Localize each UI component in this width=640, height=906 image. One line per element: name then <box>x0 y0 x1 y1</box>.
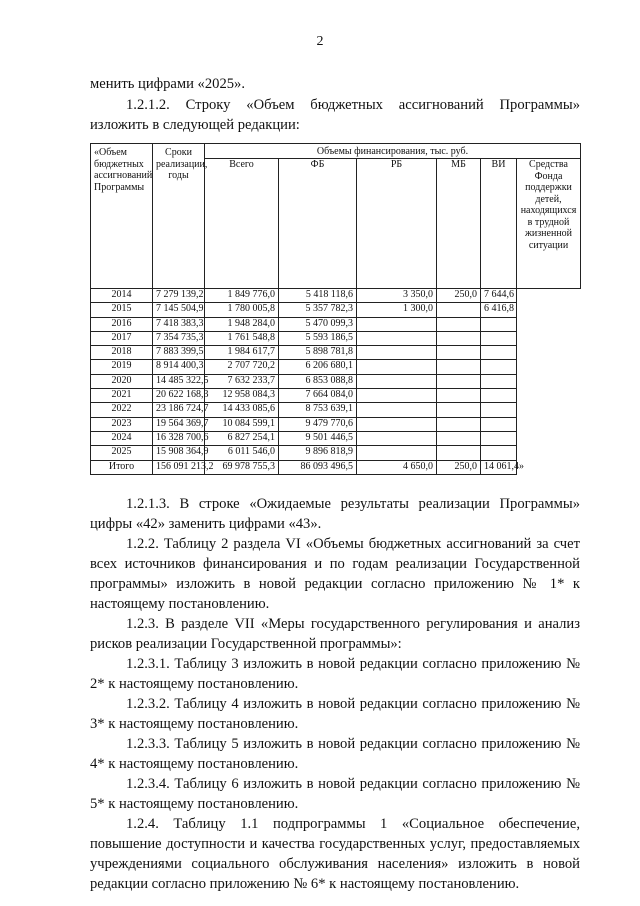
table-row <box>91 346 581 360</box>
cell-mb <box>357 417 437 431</box>
cell-fb: 10 084 599,1 <box>205 417 279 431</box>
cell-vi <box>437 389 481 403</box>
cell-year: 2022 <box>91 403 153 417</box>
cell-vi <box>437 346 481 360</box>
cell-fund: 14 061,4» <box>481 460 517 474</box>
table-row <box>91 431 581 445</box>
cell-rb: 9 896 818,9 <box>279 446 357 460</box>
table-row <box>91 374 581 388</box>
cell-year: 2024 <box>91 431 153 445</box>
cell-year: Итого <box>91 460 153 474</box>
cell-year: 2020 <box>91 374 153 388</box>
cell-total: 15 908 364,9 <box>153 446 205 460</box>
cell-fb: 1 849 776,0 <box>205 289 279 303</box>
paragraph-2: 1.2.2. Таблицу 2 раздела VI «Объемы бюджетных ассигнований за счет всех источников финансирования и по годам реализации Государственной программы» изложить в новой редакции согласно приложению № 1* к настоящему постановлению. <box>90 536 580 612</box>
cell-year: 2025 <box>91 446 153 460</box>
table-header-budget-label: «Объем бюджетных ассигнований Программы <box>91 144 153 289</box>
cell-mb: 3 350,0 <box>357 289 437 303</box>
cell-fund: 7 644,6 <box>481 289 517 303</box>
cell-fund <box>481 317 517 331</box>
cell-rb: 5 593 186,5 <box>279 331 357 345</box>
cell-mb <box>357 431 437 445</box>
cell-vi <box>437 431 481 445</box>
table-row <box>91 289 581 303</box>
cell-fund <box>481 346 517 360</box>
cell-year: 2018 <box>91 346 153 360</box>
cell-total: 16 328 700,6 <box>153 431 205 445</box>
cell-year: 2021 <box>91 389 153 403</box>
paragraph-4: 1.2.3.1. Таблицу 3 изложить в новой редакции согласно приложению № 2* к настоящему постановлению. <box>90 656 580 692</box>
cell-fb: 1 761 548,8 <box>205 331 279 345</box>
cell-mb: 4 650,0 <box>357 460 437 474</box>
cell-total: 23 186 724,7 <box>153 403 205 417</box>
cell-fb: 7 632 233,7 <box>205 374 279 388</box>
cell-rb: 6 206 680,1 <box>279 360 357 374</box>
cell-mb <box>357 360 437 374</box>
table-row <box>91 360 581 374</box>
cell-fb: 6 011 546,0 <box>205 446 279 460</box>
col-header-vi: ВИ <box>481 159 517 289</box>
cell-mb <box>357 346 437 360</box>
cell-fund: 6 416,8 <box>481 303 517 317</box>
cell-year: 2023 <box>91 417 153 431</box>
col-header-total: Всего <box>205 159 279 289</box>
cell-mb <box>357 389 437 403</box>
cell-total: 7 354 735,3 <box>153 331 205 345</box>
cell-fb: 1 780 005,8 <box>205 303 279 317</box>
cell-total: 7 883 399,5 <box>153 346 205 360</box>
cell-total: 7 279 139,2 <box>153 289 205 303</box>
cell-year: 2014 <box>91 289 153 303</box>
cell-fund <box>481 389 517 403</box>
cell-total: 7 418 383,3 <box>153 317 205 331</box>
cell-mb: 1 300,0 <box>357 303 437 317</box>
cell-fb: 69 978 755,3 <box>205 460 279 474</box>
table-row <box>91 417 581 431</box>
cell-mb <box>357 374 437 388</box>
cell-total: 14 485 322,5 <box>153 374 205 388</box>
cell-total: 20 622 168,3 <box>153 389 205 403</box>
cell-vi <box>437 317 481 331</box>
table-total-row <box>91 460 581 474</box>
table-row <box>91 303 581 317</box>
cell-vi <box>437 403 481 417</box>
cell-fund <box>481 431 517 445</box>
cell-rb: 5 357 782,3 <box>279 303 357 317</box>
page-number: 2 <box>316 34 324 49</box>
cell-year: 2017 <box>91 331 153 345</box>
cell-rb: 9 479 770,6 <box>279 417 357 431</box>
funding-table <box>90 143 581 475</box>
cell-vi: 250,0 <box>437 289 481 303</box>
cell-total: 7 145 504,9 <box>153 303 205 317</box>
cell-vi <box>437 360 481 374</box>
cell-fund <box>481 417 517 431</box>
table-row <box>91 317 581 331</box>
cell-mb <box>357 403 437 417</box>
col-header-mb: МБ <box>437 159 481 289</box>
cell-mb <box>357 446 437 460</box>
cell-vi <box>437 417 481 431</box>
cell-rb: 5 470 099,3 <box>279 317 357 331</box>
intro-paragraph: 1.2.1.2. Строку «Объем бюджетных ассигнований Программы» изложить в следующей редакции: <box>90 97 580 133</box>
top-line: менить цифрами «2025». <box>90 76 245 92</box>
cell-fund <box>481 360 517 374</box>
cell-rb: 5 418 118,6 <box>279 289 357 303</box>
cell-fb: 14 433 085,6 <box>205 403 279 417</box>
cell-rb: 8 753 639,1 <box>279 403 357 417</box>
cell-rb: 5 898 781,8 <box>279 346 357 360</box>
cell-year: 2016 <box>91 317 153 331</box>
cell-rb: 86 093 496,5 <box>279 460 357 474</box>
table-row <box>91 389 581 403</box>
cell-rb: 6 853 088,8 <box>279 374 357 388</box>
cell-vi <box>437 331 481 345</box>
cell-vi <box>437 374 481 388</box>
cell-fund <box>481 403 517 417</box>
cell-fb: 12 958 084,3 <box>205 389 279 403</box>
col-header-fb: ФБ <box>279 159 357 289</box>
cell-vi: 250,0 <box>437 460 481 474</box>
table-row <box>91 403 581 417</box>
table-row <box>91 446 581 460</box>
cell-vi <box>437 446 481 460</box>
paragraph-6: 1.2.3.3. Таблицу 5 изложить в новой редакции согласно приложению № 4* к настоящему постановлению. <box>90 736 580 772</box>
paragraph-3: 1.2.3. В разделе VII «Меры государственного регулирования и анализ рисков реализации Государственной программы»: <box>90 616 580 652</box>
cell-total: 156 091 213,2 <box>153 460 205 474</box>
cell-year: 2019 <box>91 360 153 374</box>
paragraph-5: 1.2.3.2. Таблицу 4 изложить в новой редакции согласно приложению № 3* к настоящему постановлению. <box>90 696 580 732</box>
cell-fund <box>481 331 517 345</box>
cell-fb: 1 984 617,7 <box>205 346 279 360</box>
paragraph-7: 1.2.3.4. Таблицу 6 изложить в новой редакции согласно приложению № 5* к настоящему постановлению. <box>90 776 580 812</box>
cell-mb <box>357 317 437 331</box>
table-header-period: Сроки реализации, годы <box>153 144 205 289</box>
cell-rb: 9 501 446,5 <box>279 431 357 445</box>
table-header-volumes: Объемы финансирования, тыс. руб. <box>205 144 581 159</box>
col-header-rb: РБ <box>357 159 437 289</box>
cell-fb: 6 827 254,1 <box>205 431 279 445</box>
paragraph-8: 1.2.4. Таблицу 1.1 подпрограммы 1 «Социальное обеспечение, повышение доступности и качества государственных услуг, предоставляемых учреждениями социального обслуживания населения» изложить в новой редакции согласно приложению № 6* к настоящему постановлению. <box>90 816 580 892</box>
cell-mb <box>357 331 437 345</box>
cell-fund <box>481 446 517 460</box>
cell-year: 2015 <box>91 303 153 317</box>
cell-vi <box>437 303 481 317</box>
paragraph-1: 1.2.1.3. В строке «Ожидаемые результаты реализации Программы» цифры «42» заменить цифрами «43». <box>90 496 580 532</box>
cell-fb: 2 707 720,2 <box>205 360 279 374</box>
col-header-fund: Средства Фонда поддержки детей, находящихся в трудной жизненной ситуации <box>517 159 581 289</box>
table-row <box>91 331 581 345</box>
cell-fb: 1 948 284,0 <box>205 317 279 331</box>
cell-total: 19 564 369,7 <box>153 417 205 431</box>
cell-fund <box>481 374 517 388</box>
cell-total: 8 914 400,3 <box>153 360 205 374</box>
cell-rb: 7 664 084,0 <box>279 389 357 403</box>
